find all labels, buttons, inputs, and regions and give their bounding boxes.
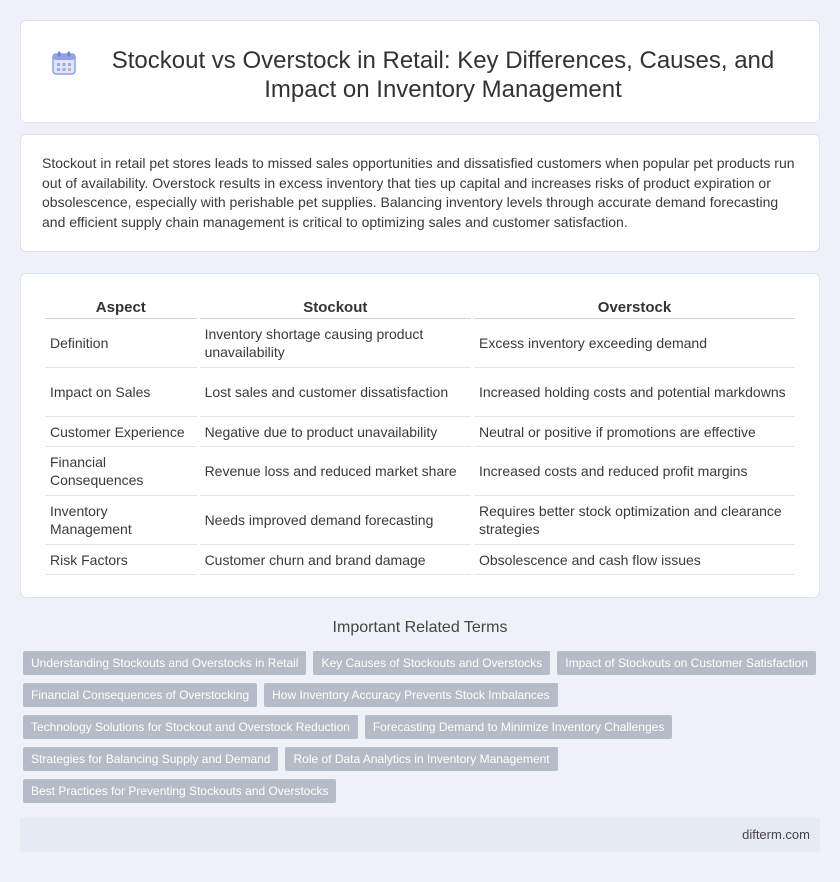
intro-paragraph: Stockout in retail pet stores leads to missed sales opportunities and dissatisfied customers when popular pet products run out of availability. Overstock results in excess inventory that ties up capital and increases risks of product expiration or obsolescence, especially with perishable pet supplies. Balancing inventory levels through accurate demand forecasting and efficient supply chain management is critical to optimizing sales and customer satisfaction. bbox=[42, 155, 795, 230]
table-cell: Financial Consequences bbox=[45, 447, 197, 496]
related-terms-list bbox=[23, 651, 823, 803]
header-card bbox=[20, 20, 820, 123]
table-cell: Increased costs and reduced profit margins bbox=[474, 447, 795, 496]
footer bbox=[20, 818, 820, 852]
table-cell: Customer Experience bbox=[45, 417, 197, 447]
table-cell: Risk Factors bbox=[45, 545, 197, 575]
table-cell: Revenue loss and reduced market share bbox=[200, 447, 471, 496]
table-row bbox=[45, 319, 795, 368]
table-cell: Requires better stock optimization and clearance strategies bbox=[474, 496, 795, 545]
column-header: Overstock bbox=[474, 290, 795, 319]
related-term-link[interactable]: Forecasting Demand to Minimize Inventory Challenges bbox=[365, 715, 672, 739]
related-term-link[interactable]: Impact of Stockouts on Customer Satisfaction bbox=[557, 651, 816, 675]
table-cell: Neutral or positive if promotions are effective bbox=[474, 417, 795, 447]
table-row bbox=[45, 545, 795, 575]
footer-site-link[interactable]: difterm.com bbox=[742, 827, 810, 842]
comparison-table bbox=[42, 290, 798, 575]
table-cell: Needs improved demand forecasting bbox=[200, 496, 471, 545]
comparison-table-card bbox=[20, 273, 820, 598]
intro-card bbox=[20, 134, 820, 252]
related-term-link[interactable]: Role of Data Analytics in Inventory Management bbox=[285, 747, 557, 771]
related-terms-heading: Important Related Terms bbox=[332, 619, 508, 636]
column-header: Stockout bbox=[200, 290, 471, 319]
table-cell: Inventory Management bbox=[45, 496, 197, 545]
table-cell: Definition bbox=[45, 319, 197, 368]
related-term-link[interactable]: How Inventory Accuracy Prevents Stock Imbalances bbox=[264, 683, 557, 707]
related-term-link[interactable]: Financial Consequences of Overstocking bbox=[23, 683, 257, 707]
table-row bbox=[45, 496, 795, 545]
table-row bbox=[45, 417, 795, 447]
page-title: Stockout vs Overstock in Retail: Key Differences, Causes, and Impact on Inventory Management bbox=[111, 47, 775, 103]
table-header-row bbox=[45, 290, 795, 319]
table-cell: Inventory shortage causing product unavailability bbox=[200, 319, 471, 368]
calendar-icon bbox=[51, 50, 77, 76]
related-term-link[interactable]: Key Causes of Stockouts and Overstocks bbox=[313, 651, 550, 675]
table-cell: Increased holding costs and potential markdowns bbox=[474, 368, 795, 417]
related-term-link[interactable]: Best Practices for Preventing Stockouts and Overstocks bbox=[23, 779, 336, 803]
related-term-link[interactable]: Understanding Stockouts and Overstocks in Retail bbox=[23, 651, 306, 675]
table-cell: Excess inventory exceeding demand bbox=[474, 319, 795, 368]
related-term-link[interactable]: Strategies for Balancing Supply and Demand bbox=[23, 747, 278, 771]
table-cell: Negative due to product unavailability bbox=[200, 417, 471, 447]
table-cell: Impact on Sales bbox=[45, 368, 197, 417]
related-term-link[interactable]: Technology Solutions for Stockout and Overstock Reduction bbox=[23, 715, 358, 739]
table-cell: Obsolescence and cash flow issues bbox=[474, 545, 795, 575]
table-row bbox=[45, 447, 795, 496]
column-header: Aspect bbox=[45, 290, 197, 319]
table-cell: Customer churn and brand damage bbox=[200, 545, 471, 575]
table-cell: Lost sales and customer dissatisfaction bbox=[200, 368, 471, 417]
table-row bbox=[45, 368, 795, 417]
